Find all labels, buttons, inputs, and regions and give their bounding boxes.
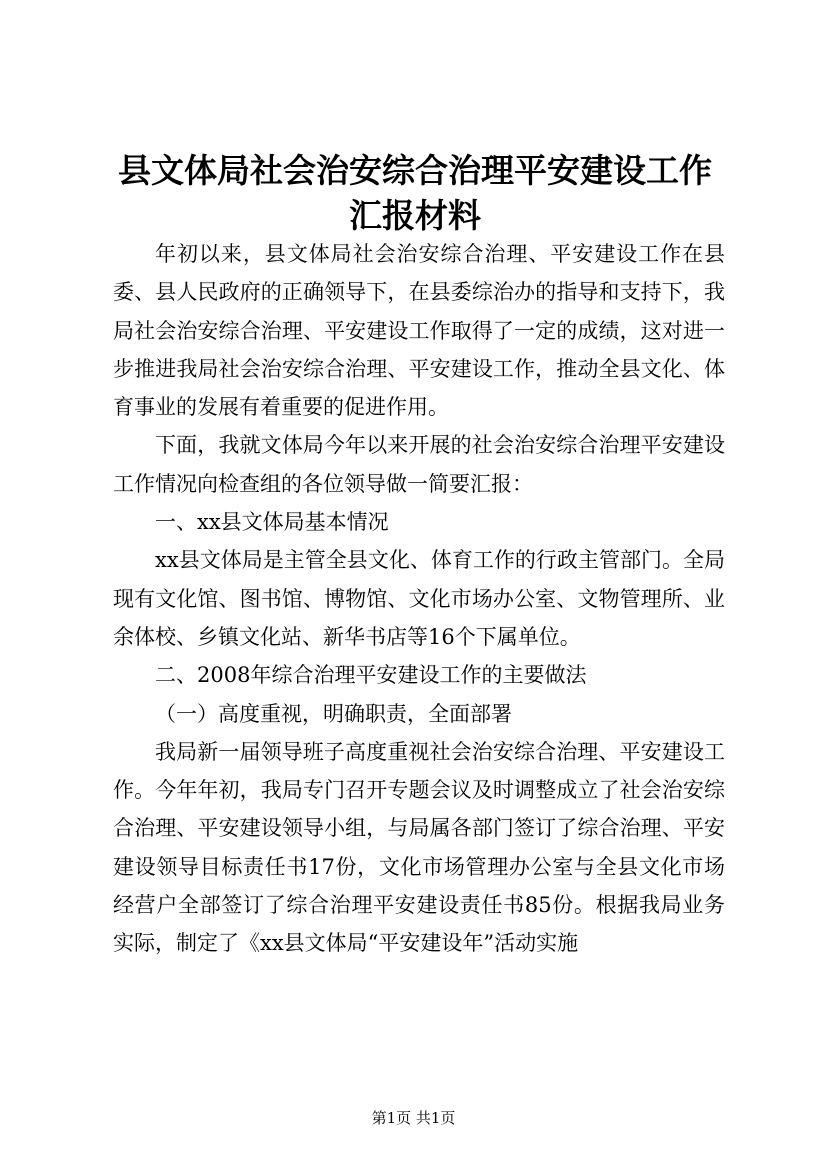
section-heading-1: 一、xx县文体局基本情况 <box>155 510 389 535</box>
document-body <box>113 235 725 963</box>
paragraph-report-lead: 下面，我就文体局今年以来开展的社会治安综合治理平安建设工作情况向检查组的各位领导做一简要汇报： <box>113 433 725 496</box>
document-title: 县文体局社会治安综合治理平安建设工作汇报材料 <box>118 151 712 235</box>
paragraph-intro: 年初以来，县文体局社会治安综合治理、平安建设工作在县委、县人民政府的正确领导下，在县委综治办的指导和支持下，我局社会治安综合治理、平安建设工作取得了一定的成绩，这对进一步推进我局社会治安综合治理、平安建设工作，推动全县文化、体育事业的发展有着重要的促进作用。 <box>113 242 725 420</box>
page-number-footer: 第1页 共1页 <box>371 1109 456 1127</box>
paragraph-measures: 我局新一届领导班子高度重视社会治安综合治理、平安建设工作。今年年初，我局专门召开专题会议及时调整成立了社会治安综合治理、平安建设领导小组，与局属各部门签订了综合治理、平安建设领导目标责任书17份，文化市场管理办公室与全县文化市场经营户全部签订了综合治理平安建设责任书85份。根据我局业务实际，制定了《xx县文体局“平安建设年”活动实施 <box>113 739 725 956</box>
section-heading-2: 二、2008年综合治理平安建设工作的主要做法 <box>155 663 587 688</box>
paragraph-basic-info: xx县文体局是主管全县文化、体育工作的行政主管部门。全局现有文化馆、图书馆、博物馆、文化市场办公室、文物管理所、业余体校、乡镇文化站、新华书店等16个下属单位。 <box>113 548 725 649</box>
subsection-heading-1: （一）高度重视，明确职责，全面部署 <box>155 701 512 726</box>
